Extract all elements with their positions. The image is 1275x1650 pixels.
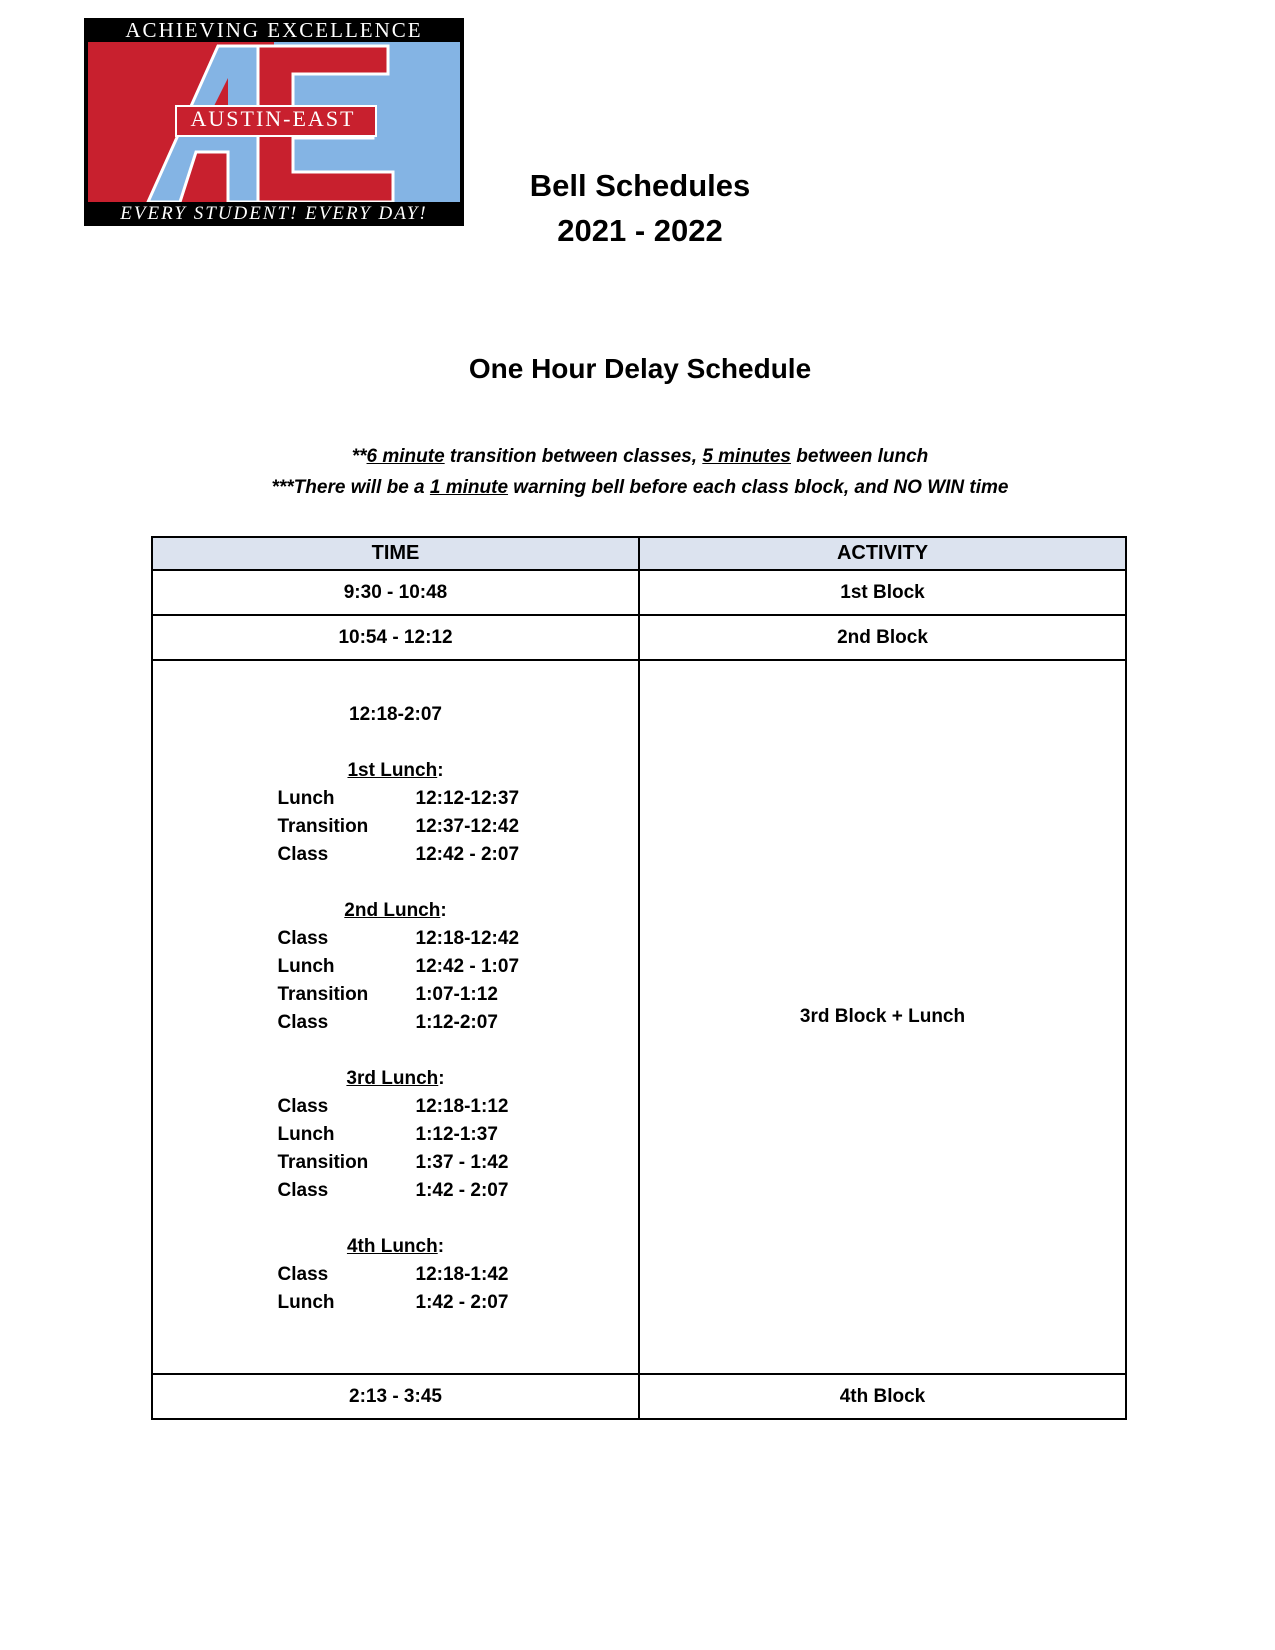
lunch-row: Lunch 1:12-1:37 [277, 1124, 498, 1145]
school-logo [84, 18, 464, 226]
schedule-table [151, 536, 1127, 1420]
lunch-block-time-cell [152, 660, 639, 1374]
lunch-row: Class 12:18-1:12 [277, 1096, 509, 1117]
table-row [152, 615, 1126, 660]
lunch-row: Class 12:42 - 2:07 [277, 844, 520, 865]
lunch-row: Transition 1:07-1:12 [277, 984, 498, 1005]
lunch-title: 2nd Lunch: [344, 900, 447, 921]
school-year: 2021 - 2022 [557, 213, 723, 248]
page-title: Bell Schedules [529, 168, 751, 203]
logo-top-text: ACHIEVING EXCELLENCE [125, 18, 423, 42]
activity-cell: 3rd Block + Lunch [639, 660, 1126, 1374]
lunch-row: Lunch 12:12-12:37 [277, 788, 520, 809]
lunch-row: Class 1:42 - 2:07 [277, 1180, 509, 1201]
lunch-title: 3rd Lunch: [346, 1068, 445, 1089]
lunch-row: Transition 1:37 - 1:42 [277, 1152, 509, 1173]
logo-slogan: EVERY STUDENT! EVERY DAY! [120, 203, 428, 224]
activity-cell: 1st Block [639, 570, 1126, 615]
lunch-row: Lunch 1:42 - 2:07 [277, 1292, 509, 1313]
time-cell: 10:54 - 12:12 [152, 615, 639, 660]
block-time: 12:18-2:07 [349, 704, 442, 725]
logo-school-name: AUSTIN-EAST [190, 106, 356, 131]
table-row [152, 570, 1126, 615]
time-cell: 9:30 - 10:48 [152, 570, 639, 615]
lunch-row: Class 12:18-1:42 [277, 1264, 509, 1285]
activity-cell: 2nd Block [639, 615, 1126, 660]
activity-column-header: ACTIVITY [639, 537, 1126, 570]
lunch-group-2 [153, 897, 638, 1037]
lunch-group-3 [153, 1065, 638, 1205]
table-row [152, 1374, 1126, 1419]
lunch-title: 1st Lunch: [347, 760, 444, 781]
lunch-row: Lunch 12:42 - 1:07 [277, 956, 520, 977]
lunch-row: Transition 12:37-12:42 [277, 816, 520, 837]
lunch-group-4 [153, 1233, 638, 1317]
table-row [152, 660, 1126, 1374]
table-header-row [152, 537, 1126, 570]
time-cell: 2:13 - 3:45 [152, 1374, 639, 1419]
lunch-row: Class 12:18-12:42 [277, 928, 520, 949]
time-column-header: TIME [152, 537, 639, 570]
activity-cell: 4th Block [639, 1374, 1126, 1419]
warning-bell-note: ***There will be a 1 minute warning bell before each class block, and NO WIN time [271, 477, 1009, 498]
lunch-title: 4th Lunch: [346, 1236, 445, 1257]
lunch-row: Class 1:12-2:07 [277, 1012, 498, 1033]
transition-note: **6 minute transition between classes, 5 minutes between lunch [351, 446, 929, 467]
schedule-title: One Hour Delay Schedule [468, 353, 812, 384]
lunch-group-1 [153, 757, 638, 869]
